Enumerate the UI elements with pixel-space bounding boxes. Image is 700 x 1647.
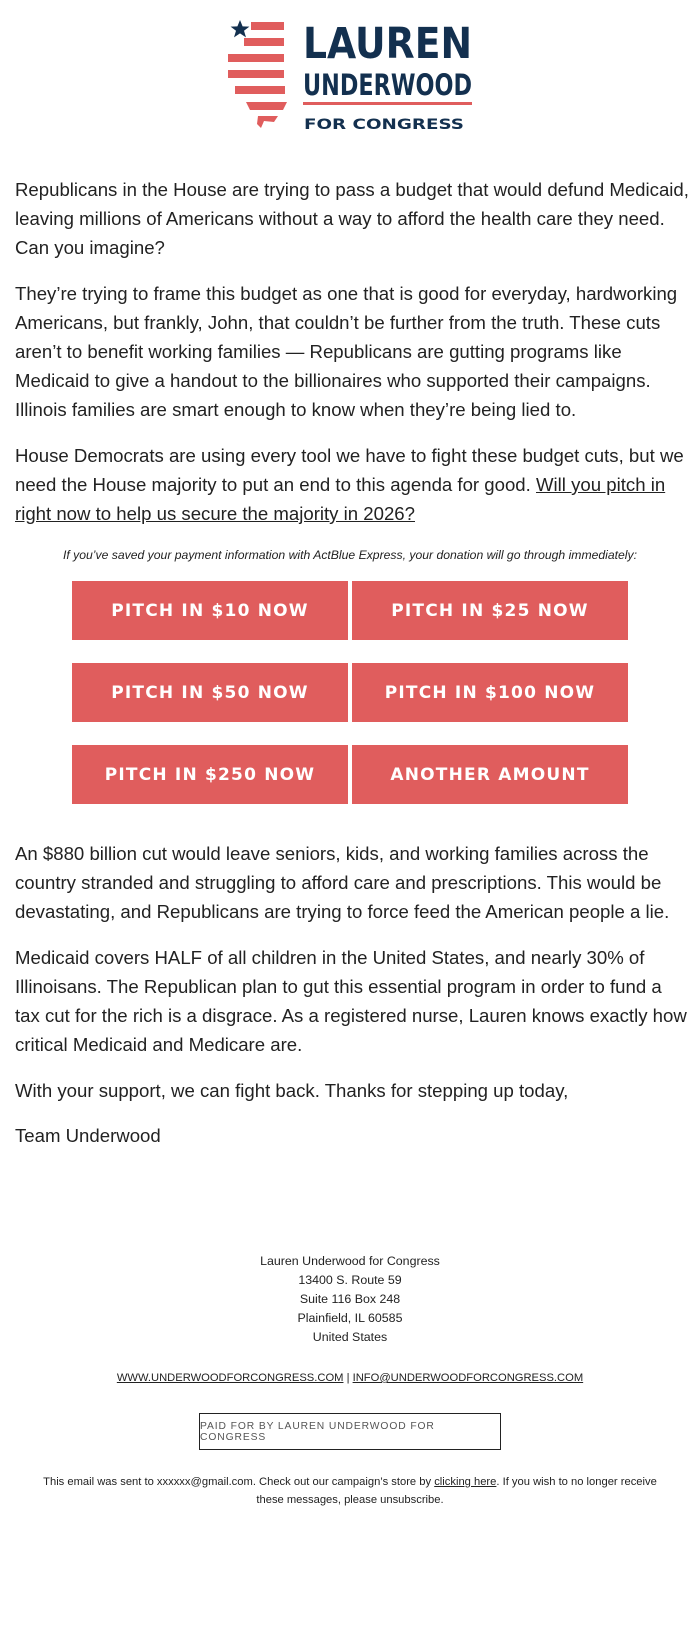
email-link[interactable]: INFO@UNDERWOODFORCONGRESS.COM: [352, 1372, 584, 1384]
disclaimer-text-end: . If you wish to no longer receive these messages, please unsubscribe.: [256, 1476, 657, 1506]
logo-line-2: UNDERWOOD: [303, 68, 472, 102]
footer-org-name: Lauren Underwood for Congress: [260, 1254, 440, 1268]
illinois-flag-icon: [228, 20, 287, 128]
paragraph-3-text: House Democrats are using every tool we have to fight these budget cuts, but we need the House majority to put an end to this agenda for good.: [15, 445, 684, 495]
footer-country: United States: [312, 1330, 388, 1344]
paid-for-disclaimer-box: [199, 1413, 501, 1450]
footer-city: Plainfield, IL 60585: [297, 1311, 403, 1325]
actblue-express-note: If you’ve saved your payment information with ActBlue Express, your donation will go through immediately:: [63, 548, 637, 562]
website-link[interactable]: WWW.UNDERWOODFORCONGRESS.COM: [116, 1372, 344, 1384]
logo-line-1: LAUREN: [303, 19, 472, 69]
paragraph-3: [15, 441, 691, 528]
paragraph-5: Medicaid covers HALF of all children in the United States, and nearly 30% of Illinoisans. The Republican plan to gut this essential program in order to fund a tax cut for the rich is a disgrace. As a registered nurse, Lauren knows exactly how critical Medicaid and Medicare are.: [15, 947, 687, 1055]
footer-link-separator: |: [346, 1372, 350, 1384]
paragraph-4: An $880 billion cut would leave seniors, kids, and working families across the country stranded and struggling to afford care and prescriptions. This would be devastating, and Republicans are trying to force feed the American people a lie.: [15, 843, 670, 922]
donate-25-button[interactable]: PITCH IN $25 NOW: [352, 581, 628, 640]
footer-disclaimer: [30, 1473, 670, 1509]
pitch-in-link[interactable]: Will you pitch in right now to help us secure the majority in 2026?: [15, 474, 666, 524]
paragraph-6: With your support, we can fight back. Thanks for stepping up today,: [15, 1080, 569, 1101]
footer-links: [0, 1370, 700, 1386]
paid-for-text: PAID FOR BY LAUREN UNDERWOOD FOR CONGRESS: [200, 1420, 435, 1443]
logo-divider: [303, 102, 472, 105]
donate-another-amount-button[interactable]: ANOTHER AMOUNT: [352, 745, 628, 804]
donate-100-button[interactable]: PITCH IN $100 NOW: [352, 663, 628, 722]
lauren-underwood-logo: [228, 18, 474, 134]
store-link[interactable]: clicking here: [434, 1476, 497, 1488]
donate-50-button[interactable]: PITCH IN $50 NOW: [72, 663, 348, 722]
footer-suite: Suite 116 Box 248: [299, 1292, 401, 1306]
donate-10-button[interactable]: PITCH IN $10 NOW: [72, 581, 348, 640]
signature: Team Underwood: [15, 1125, 161, 1146]
paragraph-2: They’re trying to frame this budget as one that is good for everyday, hardworking Americans, but frankly, John, that couldn’t be further from the truth. These cuts aren’t to benefit working families — Republicans are gutting programs like Medicaid to give a handout to the billionaires who supported their campaigns. Illinois families are smart enough to know when they’re being lied to.: [15, 283, 678, 420]
donate-250-button[interactable]: PITCH IN $250 NOW: [72, 745, 348, 804]
paragraph-1: Republicans in the House are trying to pass a budget that would defund Medicaid, leaving millions of Americans without a way to afford the health care they need. Can you imagine?: [15, 179, 689, 258]
logo-line-3: FOR CONGRESS: [304, 117, 464, 133]
footer-street: 13400 S. Route 59: [298, 1273, 402, 1287]
disclaimer-text-start: This email was sent to xxxxxx@gmail.com. Check out our campaign’s store by: [43, 1476, 432, 1488]
